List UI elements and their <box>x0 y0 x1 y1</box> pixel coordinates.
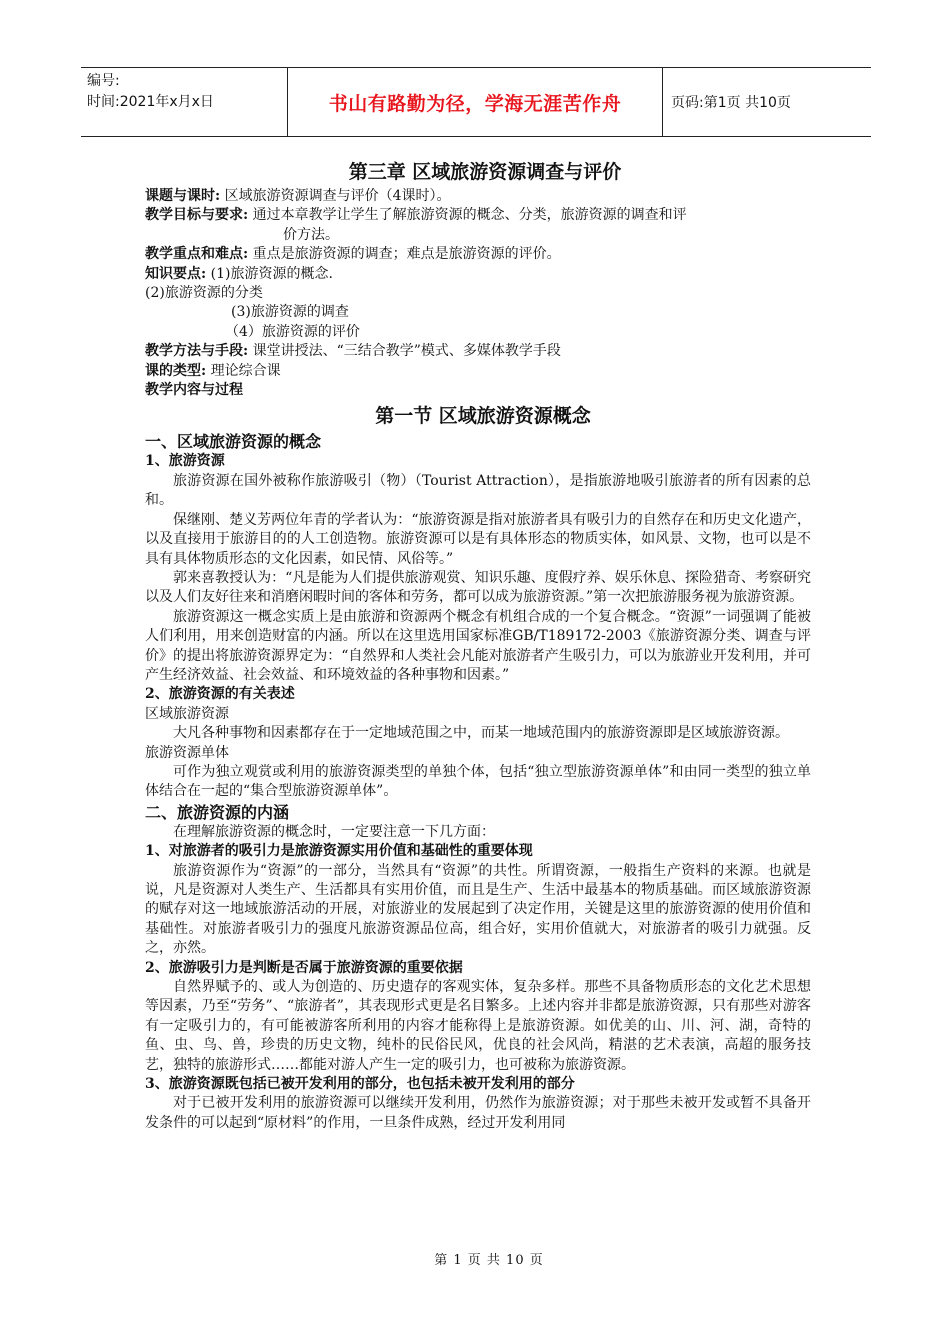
time-label: 时间:2021年x月x日 <box>87 94 214 110</box>
page-footer: 第 1 页 共 10 页 <box>434 1253 544 1268</box>
heading-2-2: 2、旅游资源的有关表述 <box>145 686 295 703</box>
chapter-title: 第三章 区域旅游资源调查与评价 <box>348 161 622 183</box>
paragraph-3: 郭来喜教授认为：“凡是能为人们提供旅游观赏、知识乐趣、度假疗养、娱乐休息、探险猎奇、考察研究以及人们友好往来和消磨闲暇时间的客体和劳务，都可以成为旅游资源。”第一次把旅游服务视为旅游资源。 <box>145 569 811 606</box>
meta-topic <box>145 187 811 206</box>
goal-label: 教学目标与要求: <box>145 207 249 224</box>
topic-label: 课题与课时: <box>145 188 221 204</box>
knowledge-2: (2)旅游资源的分类 <box>145 285 263 302</box>
page-header <box>81 67 871 137</box>
knowledge-label: 知识要点: <box>145 265 207 282</box>
paragraph-7: 在理解旅游资源的概念时，一定要注意一下几方面： <box>173 823 495 840</box>
method-label: 教学方法与手段: <box>145 343 249 360</box>
method-value: 课堂讲授法、“三结合教学”模式、多媒体教学手段 <box>248 343 561 360</box>
meta-method <box>145 342 811 361</box>
key-label: 教学重点和难点: <box>145 246 249 263</box>
paragraph-8: 旅游资源作为“资源”的一部分，当然具有“资源”的共性。所谓资源，一般指生产资料的来源。也就是说，凡是资源对人类生产、生活都具有实用价值，而且是生产、生活中最基本的物质基础。而区域旅游资源的赋存对这一地域旅游活动的开展，对旅游业的发展起到了决定作用，关键是这里的旅游资源的使用价值和基础性。对旅游者吸引力的强度凡旅游资源品位高，组合好，实用价值就大，对旅游者的吸引力就强。反之，亦然。 <box>145 862 811 957</box>
heading-2-1: 1、旅游资源 <box>145 453 225 470</box>
header-left-cell <box>81 68 288 136</box>
knowledge-4: （4）旅游资源的评价 <box>225 323 360 340</box>
goal-value: 通过本章教学让学生了解旅游资源的概念、分类，旅游资源的调查和评 <box>248 207 687 224</box>
heading-2-3: 1、对旅游者的吸引力是旅游资源实用价值和基础性的重要体现 <box>145 843 533 860</box>
key-value: 重点是旅游资源的调查；难点是旅游资源的评价。 <box>248 246 561 263</box>
heading-1-2: 二、旅游资源的内涵 <box>145 802 290 822</box>
heading-1-1: 一、区域旅游资源的概念 <box>145 432 322 452</box>
meta-goal <box>145 206 811 225</box>
meta-key <box>145 245 811 264</box>
paragraph-2: 保继刚、楚义芳两位年青的学者认为：“旅游资源是指对旅游者具有吸引力的自然存在和历史文化遗产，以及直接用于旅游目的的人工创造物。旅游资源可以是有具体形态的物质实体，如风景、文物，也可以是不具有具体物质形态的文化因素，如民情、风俗等。” <box>145 511 811 567</box>
topic-value: 区域旅游资源调查与评价（4课时）。 <box>220 188 451 204</box>
paragraph-4: 旅游资源这一概念实质上是由旅游和资源两个概念有机组合成的一个复合概念。“资源”一词强调了能被人们利用，用来创造财富的内涵。所以在这里选用国家标准GB/T189172-2003《旅游资源分类、调查与评价》的提出将旅游资源界定为：“自然界和人类社会凡能对旅游者产生吸引力，可以为旅游业开发利用，并可产生经济效益、社会效益、和环境效益的各种事物和因素。” <box>145 608 811 683</box>
type-label: 课的类型: <box>145 362 207 379</box>
type-value: 理论综合课 <box>206 362 281 379</box>
knowledge-1: (1)旅游资源的概念. <box>206 265 333 282</box>
term-2: 旅游资源单体 <box>145 744 229 761</box>
paragraph-10: 对于已被开发利用的旅游资源可以继续开发利用，仍然作为旅游资源；对于那些未被开发或暂不具备开发条件的可以起到“原材料”的作用，一旦条件成熟，经过开发利用同 <box>145 1095 811 1131</box>
paragraph-1: 旅游资源在国外被称作旅游吸引（物）（Tourist Attraction），是指旅游地吸引旅游者的所有因素的总和。 <box>145 472 811 509</box>
process-label: 教学内容与过程 <box>145 382 243 399</box>
section-title: 第一节 区域旅游资源概念 <box>375 405 591 428</box>
code-label: 编号: <box>87 73 120 89</box>
meta-type <box>145 362 811 381</box>
knowledge-3: (3)旅游资源的调查 <box>231 304 349 321</box>
heading-2-5: 3、旅游资源既包括已被开发利用的部分，也包括未被开发利用的部分 <box>145 1076 575 1093</box>
goal-value-cont: 价方法。 <box>283 226 339 243</box>
term-1: 区域旅游资源 <box>145 705 229 722</box>
motto: 书山有路勤为径，学海无涯苦作舟 <box>288 68 663 136</box>
paragraph-5: 大凡各种事物和因素都存在于一定地域范围之中，而某一地域范围内的旅游资源即是区域旅游资源。 <box>173 725 789 742</box>
paragraph-6: 可作为独立观赏或利用的旅游资源类型的单独个体，包括“独立型旅游资源单体”和由同一类型的独立单体结合在一起的“集合型旅游资源单体”。 <box>145 763 811 800</box>
document-body <box>145 158 811 1133</box>
paragraph-9: 自然界赋予的、或人为创造的、历史遗存的客观实体，复杂多样。那些不具备物质形态的文化艺术思想等因素，乃至“劳务”、“旅游者”，其表现形式更是名目繁多。上述内容并非都是旅游资源，只有那些对游客有一定吸引力的，有可能被游客所利用的内容才能称得上是旅游资源。如优美的山、川、河、湖，奇特的鱼、虫、鸟、兽，珍贵的历史文物，纯朴的民俗民风，优良的社会风尚，精湛的艺术表演，高超的服务技艺，独特的旅游形式……都能对游人产生一定的吸引力，也可被称为旅游资源。 <box>145 979 811 1073</box>
meta-knowledge <box>145 265 811 284</box>
page-info: 页码:第1页 共10页 <box>671 95 791 111</box>
heading-2-4: 2、旅游吸引力是判断是否属于旅游资源的重要依据 <box>145 959 463 976</box>
